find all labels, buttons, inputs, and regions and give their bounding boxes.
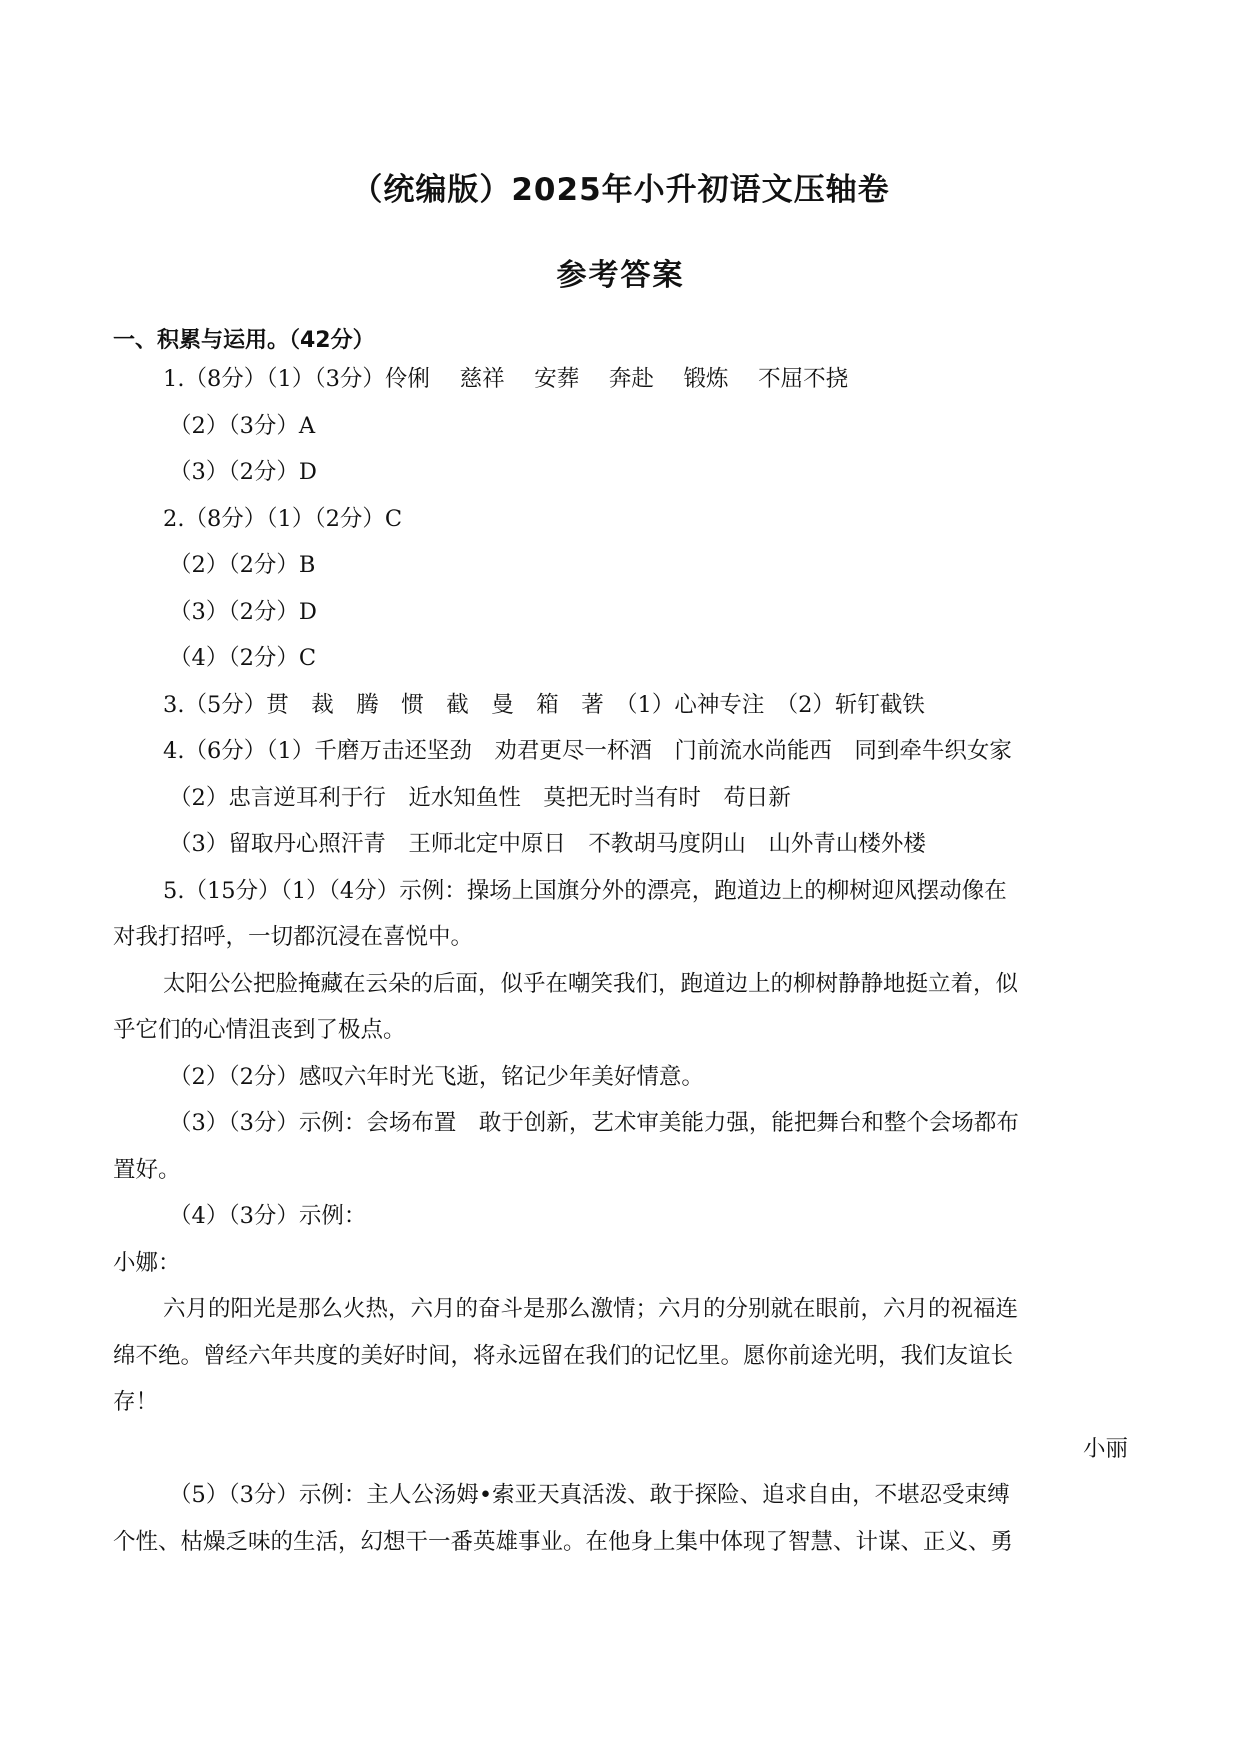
answer-line: 2.（8分）（1）（2分）C <box>163 505 403 532</box>
letter-signature: 小丽 <box>1082 1435 1128 1462</box>
answer-line: （4）（3分）示例： <box>169 1203 367 1229</box>
answer-line: （3）（2分）D <box>169 459 317 485</box>
answer-line: （3）留取丹心照汗青 王师北定中原日 不教胡马度阴山 山外青山楼外楼 <box>169 831 926 857</box>
answer-line: 太阳公公把脸掩藏在云朵的后面，似乎在嘲笑我们，跑道边上的柳树静静地挺立着，似 <box>163 970 1019 997</box>
document-title: （统编版）2025年小升初语文压轴卷 <box>351 172 890 208</box>
answer-line: 乎它们的心情沮丧到了极点。 <box>113 1017 406 1043</box>
answer-line: 5.（15分）（1）（4分）示例：操场上国旗分外的漂亮，跑道边上的柳树迎风摆动像在 <box>163 877 1007 904</box>
answer-line: （4）（2分）C <box>169 645 317 671</box>
letter-salutation: 小娜： <box>113 1249 181 1276</box>
answer-line: 1.（8分）（1）（3分）伶俐 慈祥 安葬 奔赴 锻炼 不屈不挠 <box>163 366 849 392</box>
document-subtitle: 参考答案 <box>556 258 685 293</box>
answer-line: 4.（6分）（1）千磨万击还坚劲 劝君更尽一杯酒 门前流水尚能西 同到牵牛织女家 <box>163 738 1012 764</box>
letter-body-line: 六月的阳光是那么火热，六月的奋斗是那么激情；六月的分别就在眼前，六月的祝福连 <box>163 1296 1019 1322</box>
section-heading: 一、积累与运用。（42分） <box>113 328 375 353</box>
answer-line: 3.（5分）贯 裁 腾 惯 截 曼 箱 著 （1）心神专注 （2）斩钉截铁 <box>163 691 925 718</box>
answer-line: （2）（2分）B <box>169 552 316 578</box>
answer-line: （3）（3分）示例：会场布置 敢于创新，艺术审美能力强，能把舞台和整个会场都布 <box>169 1110 1019 1136</box>
letter-body-line: 绵不绝。曾经六年共度的美好时间，将永远留在我们的记忆里。愿你前途光明，我们友谊长 <box>113 1342 1014 1369</box>
letter-body-line: 存！ <box>113 1389 159 1415</box>
answer-body <box>113 356 1128 1565</box>
answer-line: （5）（3分）示例：主人公汤姆•索亚天真活泼、敢于探险、追求自由，不堪忍受束缚 <box>169 1482 1010 1508</box>
answer-line: （2）（3分）A <box>169 412 316 439</box>
answer-line: 置好。 <box>113 1156 181 1183</box>
answer-line: 个性、枯燥乏味的生活，幻想干一番英雄事业。在他身上集中体现了智慧、计谋、正义、勇 <box>113 1528 1014 1555</box>
answer-line: （3）（2分）D <box>169 598 317 625</box>
answer-line: （2）忠言逆耳利于行 近水知鱼性 莫把无时当有时 苟日新 <box>169 784 791 811</box>
answer-line: （2）（2分）感叹六年时光飞逝，铭记少年美好情意。 <box>169 1063 704 1090</box>
answer-line: 对我打招呼，一切都沉浸在喜悦中。 <box>113 924 474 950</box>
